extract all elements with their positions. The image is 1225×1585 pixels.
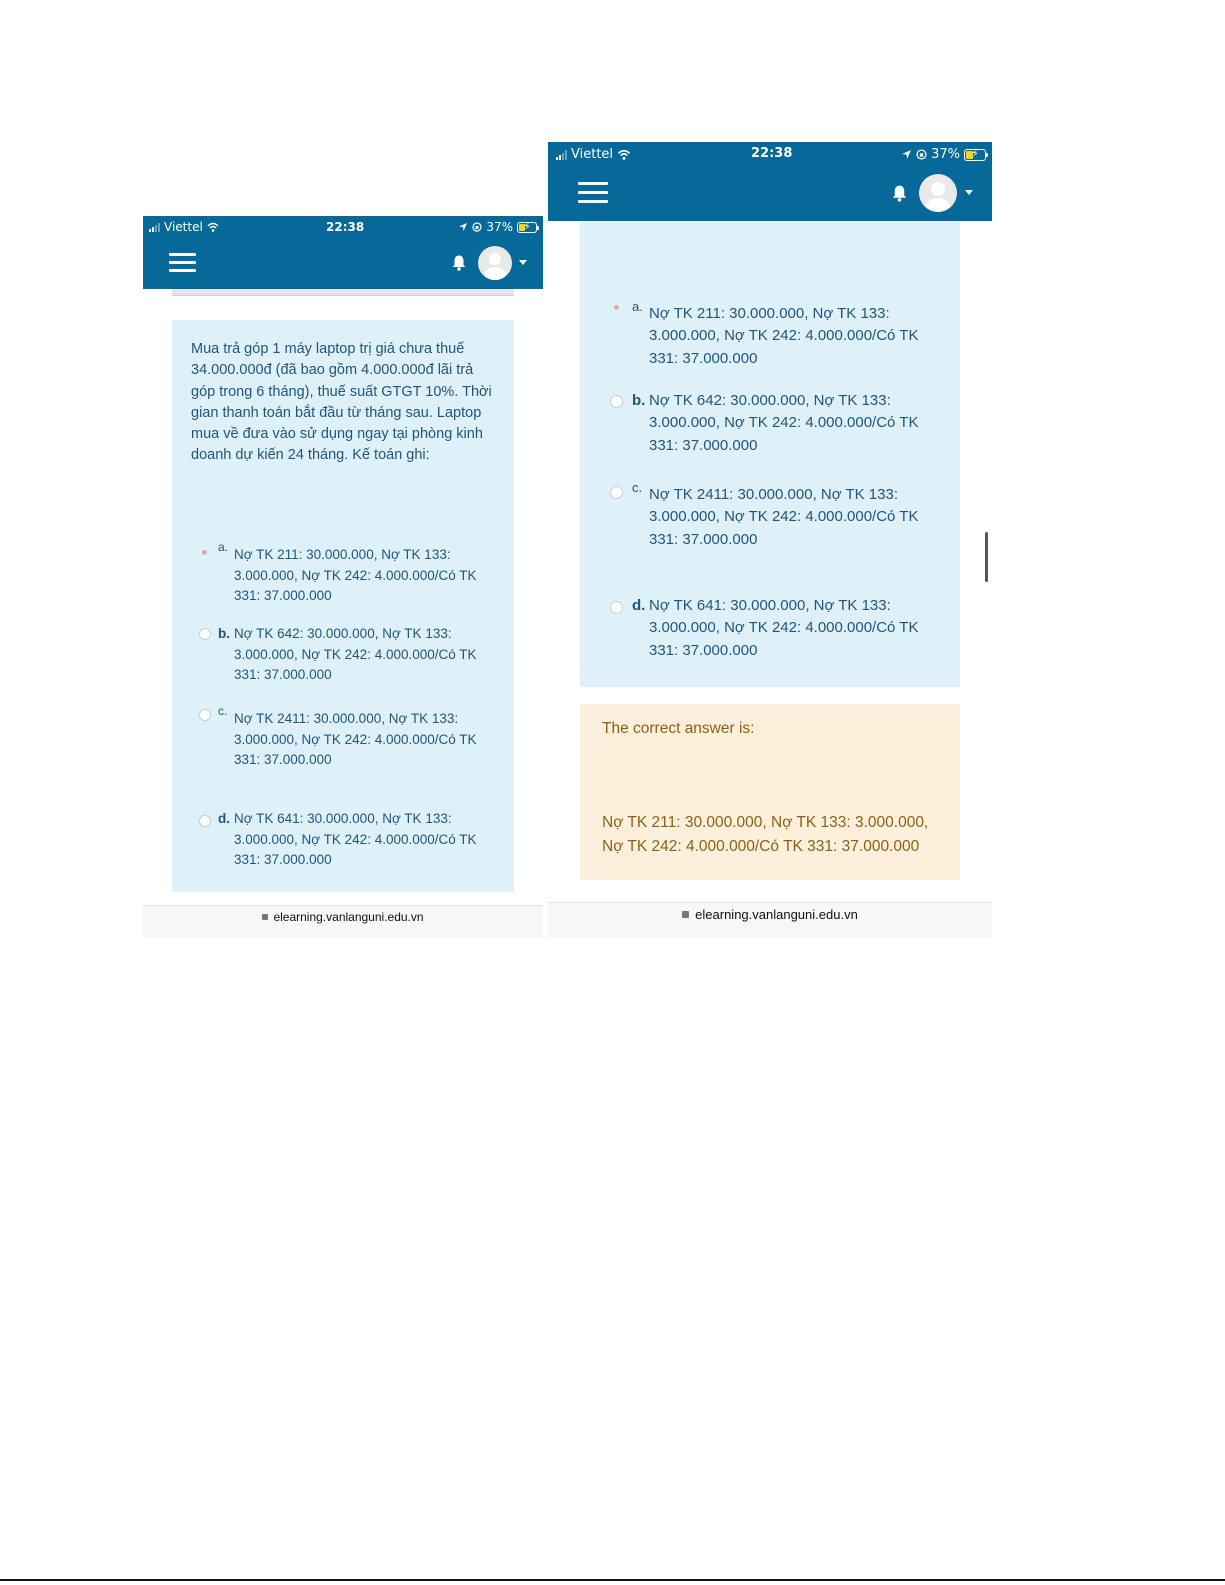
lock-icon <box>262 914 268 920</box>
browser-url-bar[interactable] <box>548 902 992 938</box>
answer-option-d[interactable] <box>580 595 960 665</box>
option-letter: d. <box>218 811 230 826</box>
signal-icon <box>149 223 160 232</box>
clock: 22:38 <box>326 220 365 234</box>
option-letter: d. <box>632 597 646 614</box>
radio-selected[interactable] <box>614 305 619 310</box>
radio-button[interactable] <box>610 601 623 614</box>
option-text: Nợ TK 2411: 30.000.000, Nợ TK 133: 3.000.000, Nợ TK 242: 4.000.000/Có TK 331: 37.000.000 <box>234 711 477 767</box>
location-arrow-icon <box>458 222 468 232</box>
radio-selected[interactable] <box>202 550 207 555</box>
option-text: Nợ TK 642: 30.000.000, Nợ TK 133: 3.000.000, Nợ TK 242: 4.000.000/Có TK 331: 37.000.000 <box>234 626 477 682</box>
option-letter: a. <box>218 540 229 554</box>
wifi-icon <box>207 222 219 232</box>
option-text: Nợ TK 211: 30.000.000, Nợ TK 133: 3.000.000, Nợ TK 242: 4.000.000/Có TK 331: 37.000.000 <box>649 305 919 367</box>
avatar-icon[interactable] <box>478 246 512 280</box>
caret-down-icon[interactable] <box>965 190 973 195</box>
radio-button[interactable] <box>199 709 211 721</box>
bell-icon[interactable] <box>451 254 467 271</box>
status-bar <box>548 142 992 166</box>
feedback-label: The correct answer is: <box>602 720 755 737</box>
feedback-answer: Nợ TK 211: 30.000.000, Nợ TK 133: 3.000.000, Nợ TK 242: 4.000.000/Có TK 331: 37.000.000 <box>602 814 929 855</box>
carrier-label: Viettel <box>571 147 614 162</box>
question-card <box>580 221 960 687</box>
answer-option-c[interactable] <box>172 704 514 774</box>
top-navbar <box>143 238 543 289</box>
location-arrow-icon <box>901 149 912 160</box>
clock: 22:38 <box>751 146 793 161</box>
answer-option-c[interactable] <box>580 480 960 550</box>
orientation-lock-icon <box>916 149 927 160</box>
answer-option-b[interactable] <box>580 390 960 460</box>
caret-down-icon[interactable] <box>519 260 527 265</box>
left-screenshot <box>143 216 543 938</box>
option-letter: b. <box>218 626 230 641</box>
question-card <box>172 320 514 892</box>
question-text: Mua trả góp 1 máy laptop trị giá chưa thuế 34.000.000đ (đã bao gồm 4.000.000đ lãi trả góp trong 6 tháng), thuế suất GTGT 10%. Thời gian thanh toán bắt đầu từ tháng sau. Laptop mua về đưa vào sử dụng ngay tại phòng kinh doanh dự kiến 24 tháng. Kế toán ghi: <box>191 341 492 464</box>
signal-icon <box>556 150 567 160</box>
radio-button[interactable] <box>610 486 623 499</box>
battery-percent: 37% <box>486 220 513 234</box>
status-bar <box>143 216 543 238</box>
option-letter: c. <box>632 480 643 495</box>
lock-icon <box>682 911 689 918</box>
scrollbar[interactable] <box>985 532 988 582</box>
option-text: Nợ TK 2411: 30.000.000, Nợ TK 133: 3.000.000, Nợ TK 242: 4.000.000/Có TK 331: 37.000.000 <box>649 486 919 548</box>
battery-icon: ⚡ <box>964 149 986 161</box>
radio-button[interactable] <box>199 628 211 640</box>
avatar-icon[interactable] <box>919 174 957 212</box>
answer-option-a[interactable] <box>172 540 514 610</box>
battery-percent: 37% <box>931 147 960 162</box>
browser-url-bar[interactable] <box>143 905 543 938</box>
url-text: elearning.vanlanguni.edu.vn <box>273 910 424 924</box>
wifi-icon <box>617 149 631 160</box>
radio-button[interactable] <box>199 815 211 827</box>
url-text: elearning.vanlanguni.edu.vn <box>695 907 858 922</box>
previous-card-edge <box>172 289 514 296</box>
option-text: Nợ TK 211: 30.000.000, Nợ TK 133: 3.000.000, Nợ TK 242: 4.000.000/Có TK 331: 37.000.000 <box>234 547 477 603</box>
option-text: Nợ TK 642: 30.000.000, Nợ TK 133: 3.000.000, Nợ TK 242: 4.000.000/Có TK 331: 37.000.000 <box>649 392 919 454</box>
top-navbar <box>548 166 992 221</box>
option-letter: a. <box>632 299 643 314</box>
right-screenshot <box>548 142 992 938</box>
option-letter: c. <box>218 704 228 718</box>
battery-icon: ⚡ <box>517 222 537 233</box>
option-letter: b. <box>632 392 646 409</box>
page-bottom-rule <box>0 1579 1225 1581</box>
hamburger-menu-icon[interactable] <box>578 182 608 203</box>
bell-icon[interactable] <box>891 184 908 202</box>
option-text: Nợ TK 641: 30.000.000, Nợ TK 133: 3.000.000, Nợ TK 242: 4.000.000/Có TK 331: 37.000.000 <box>649 597 919 659</box>
carrier-label: Viettel <box>164 220 203 234</box>
answer-option-a[interactable] <box>580 299 960 369</box>
hamburger-menu-icon[interactable] <box>169 253 196 272</box>
answer-option-b[interactable] <box>172 624 514 694</box>
orientation-lock-icon <box>472 222 482 232</box>
answer-option-d[interactable] <box>172 809 514 879</box>
option-text: Nợ TK 641: 30.000.000, Nợ TK 133: 3.000.000, Nợ TK 242: 4.000.000/Có TK 331: 37.000.000 <box>234 811 477 867</box>
radio-button[interactable] <box>610 395 623 408</box>
correct-answer-feedback <box>580 704 960 880</box>
